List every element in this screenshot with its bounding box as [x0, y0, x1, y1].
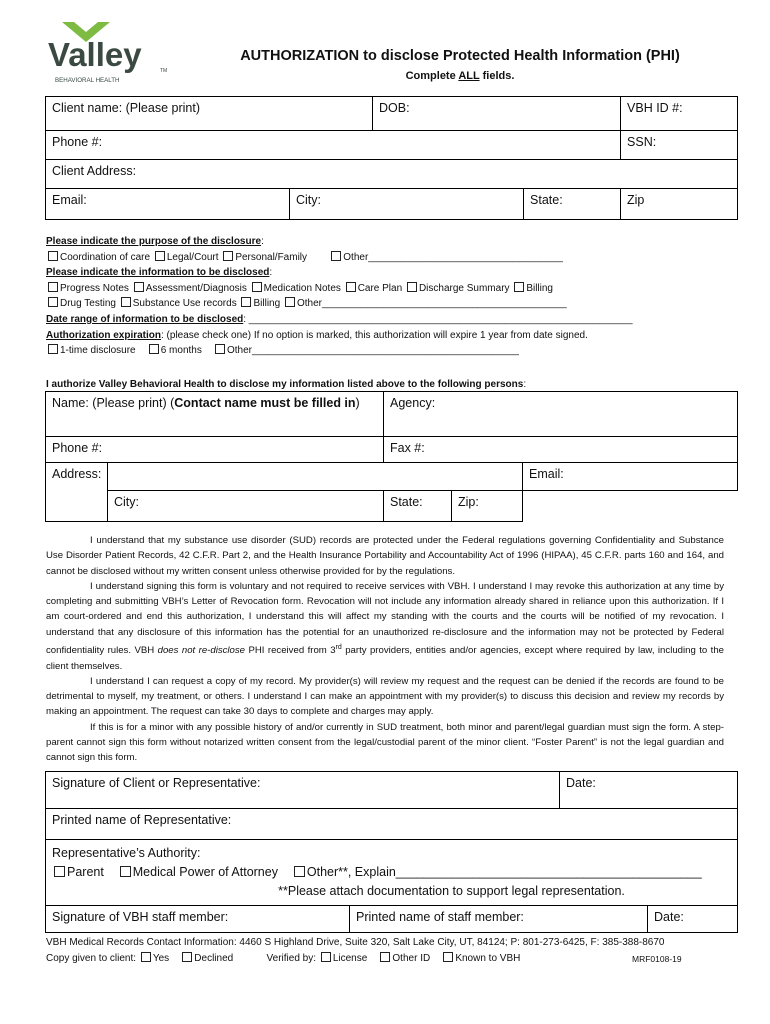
signature-table — [45, 771, 738, 933]
client-state-field[interactable]: State: — [524, 189, 621, 220]
authority-parent-checkbox[interactable] — [54, 866, 65, 877]
recipient-agency-field[interactable]: Agency: — [384, 392, 738, 437]
recipient-name-field[interactable]: Name: (Please print) (Contact name must be filled in) — [46, 392, 384, 437]
client-signature-date-field[interactable]: Date: — [560, 772, 738, 809]
information-heading: Please indicate the information to be disclosed — [46, 267, 270, 279]
date-range-field[interactable]: : _____________________________________________________________________ — [243, 313, 633, 325]
info-checkbox-9[interactable] — [241, 297, 251, 307]
info-checkbox-4[interactable] — [346, 282, 356, 292]
contact-info: VBH Medical Records Contact Information: 4460 S Highland Drive, Suite 320, Salt Lake City, UT, 84124; P: 801-273-6425, F: 385-388-8670 — [46, 937, 665, 948]
info-checkbox-6[interactable] — [514, 282, 524, 292]
authority-note: **Please attach documentation to support legal representation. — [278, 884, 625, 898]
printed-representative-field[interactable]: Printed name of Representative: — [46, 809, 738, 840]
copy-declined-checkbox[interactable] — [182, 952, 192, 962]
info-checkbox-8[interactable] — [121, 297, 131, 307]
recipient-state-field[interactable]: State: — [384, 491, 452, 522]
logo-wordmark: Valley — [48, 36, 142, 73]
expiration-checkbox-1[interactable] — [48, 344, 58, 354]
expiration-other-checkbox[interactable] — [215, 344, 225, 354]
client-city-field[interactable]: City: — [290, 189, 524, 220]
staff-signature-field[interactable]: Signature of VBH staff member: — [46, 906, 350, 933]
recipient-address-field[interactable] — [108, 463, 523, 491]
recipient-city-field[interactable]: City: — [108, 491, 384, 522]
date-range-label: Date range of information to be disclosed — [46, 313, 244, 325]
verified-otherid-checkbox[interactable] — [380, 952, 390, 962]
purpose-checkbox-3[interactable] — [223, 251, 233, 261]
logo-tm: TM — [160, 68, 168, 74]
info-checkbox-3[interactable] — [252, 282, 262, 292]
purpose-heading: Please indicate the purpose of the disclosure — [46, 236, 262, 247]
verified-license-checkbox[interactable] — [321, 952, 331, 962]
recipient-fax-field[interactable]: Fax #: — [384, 437, 738, 463]
staff-date-field[interactable]: Date: — [648, 906, 738, 933]
client-zip-field[interactable]: Zip — [621, 189, 738, 220]
client-address-field[interactable]: Client Address: — [46, 160, 738, 189]
expiration-label: Authorization expiration — [46, 329, 161, 341]
verified-known-checkbox[interactable] — [443, 952, 453, 962]
client-phone-field[interactable]: Phone #: — [46, 131, 621, 160]
purpose-section: Please indicate the purpose of the disclosure: Coordination of care Legal/Court Personal/Family Other___________________________________ Please indicate the information to be disclosed: Progress Notes Assessment/Diagnosis Medication Notes Care Plan Discharge Summary Billing Drug Testing Substance Use records Billing Other____________________________________________ Date range of information to be disclosed: _____________________________________________________________________ Authorization expiration: (please check one) If no option is marked, this authorization will expire 1 year from date signed. 1-time disclosure 6 months Other________________________________________________ — [46, 236, 633, 357]
legal-paragraph-3: I understand I can request a copy of my record. My provider(s) will review my request and the request can be denied if the records are found to be detrimental to myself, my treatment, or others. I understand I can make an appointment with my provider(s) to discuss this decision and review my records by making an appointment. The request can take 30 days to complete and charges may apply. — [46, 675, 724, 718]
staff-printed-name-field[interactable]: Printed name of staff member: — [350, 906, 648, 933]
footer: VBH Medical Records Contact Information: 4460 S Highland Drive, Suite 320, Salt Lake City, UT, 84124; P: 801-273-6425, F: 385-388-8670 Copy given to client: Yes Declined Verified by: License Other ID Known to VBH MRF0108-19 — [46, 935, 746, 967]
purpose-checkbox-1[interactable] — [48, 251, 58, 261]
client-name-field[interactable]: Client name: (Please print) — [46, 97, 373, 131]
dob-field[interactable]: DOB: — [373, 97, 621, 131]
form-title: AUTHORIZATION to disclose Protected Health Information (PHI) — [240, 48, 680, 64]
info-other-checkbox[interactable] — [285, 297, 295, 307]
client-signature-field[interactable]: Signature of Client or Representative: — [46, 772, 560, 809]
recipient-heading: I authorize Valley Behavioral Health to disclose my information listed above to the following persons: — [46, 379, 527, 390]
authority-other-checkbox[interactable] — [294, 866, 305, 877]
recipient-email-field[interactable]: Email: — [523, 463, 738, 491]
copy-yes-checkbox[interactable] — [141, 952, 151, 962]
recipient-address-label: Address: — [46, 463, 108, 522]
legal-text — [46, 533, 724, 766]
valley-logo — [48, 20, 168, 90]
form-code: MRF0108-19 — [632, 954, 682, 964]
representative-authority: Representative’s Authority: Parent Medical Power of Attorney Other**, Explain____________________________________________ **Please attach documentation to support legal representation. — [46, 840, 738, 906]
authority-poa-checkbox[interactable] — [120, 866, 131, 877]
purpose-checkbox-2[interactable] — [155, 251, 165, 261]
purpose-other-checkbox[interactable] — [331, 251, 341, 261]
info-checkbox-2[interactable] — [134, 282, 144, 292]
legal-paragraph-1: I understand that my substance use disorder (SUD) records are protected under the Federal regulations governing Confidentiality and Substance Use Disorder Patient Records, 42 C.F.R. Part 2, and the Health Insurance Portability and Accountability Act of 1996 (HIPAA), 45 C.F.R. parts 160 and 164, and cannot be disclosed without my written consent unless otherwise provided for by the regulations. — [46, 535, 724, 577]
client-email-field[interactable]: Email: — [46, 189, 290, 220]
legal-paragraph-4: If this is for a minor with any possible history of and/or currently in SUD treatment, both minor and parent/legal guardian must sign the form. A step-parent cannot sign this form without notarized written consent from the legal/custodial parent of the minor client. “Foster Parent” is not the legal guardian and cannot sign this form. — [46, 721, 724, 764]
vbh-id-field[interactable]: VBH ID #: — [621, 97, 738, 131]
info-checkbox-7[interactable] — [48, 297, 58, 307]
client-info-table — [45, 96, 738, 220]
form-subtitle: Complete ALL fields. — [405, 70, 515, 82]
recipient-phone-field[interactable]: Phone #: — [46, 437, 384, 463]
recipient-table — [45, 391, 738, 522]
ssn-field[interactable]: SSN: — [621, 131, 738, 160]
logo-subtitle: BEHAVIORAL HEALTH — [55, 77, 120, 84]
recipient-zip-field[interactable]: Zip: — [452, 491, 523, 522]
info-checkbox-5[interactable] — [407, 282, 417, 292]
expiration-checkbox-2[interactable] — [149, 344, 159, 354]
legal-paragraph-2: I understand signing this form is voluntary and not required to receive services with VBH. I understand I may revoke this authorization at any time by completing and submitting VBH’s Letter of Revocation form. Revocation will not include any information already shared in reliance upon this authorization. If I am court-ordered and end this authorization, I understand this will affect my standing with the courts and the courts will be notified of my revocation. I understand that any disclosure of this information has the potential for an unauthorized re-disclosure and the information may not be protected by Federal confidentiality rules. VBH does not re-disclose PHI received from 3rd party providers, entities and/or agencies, except where required by law, including to the client themselves. — [46, 580, 724, 672]
info-checkbox-1[interactable] — [48, 282, 58, 292]
